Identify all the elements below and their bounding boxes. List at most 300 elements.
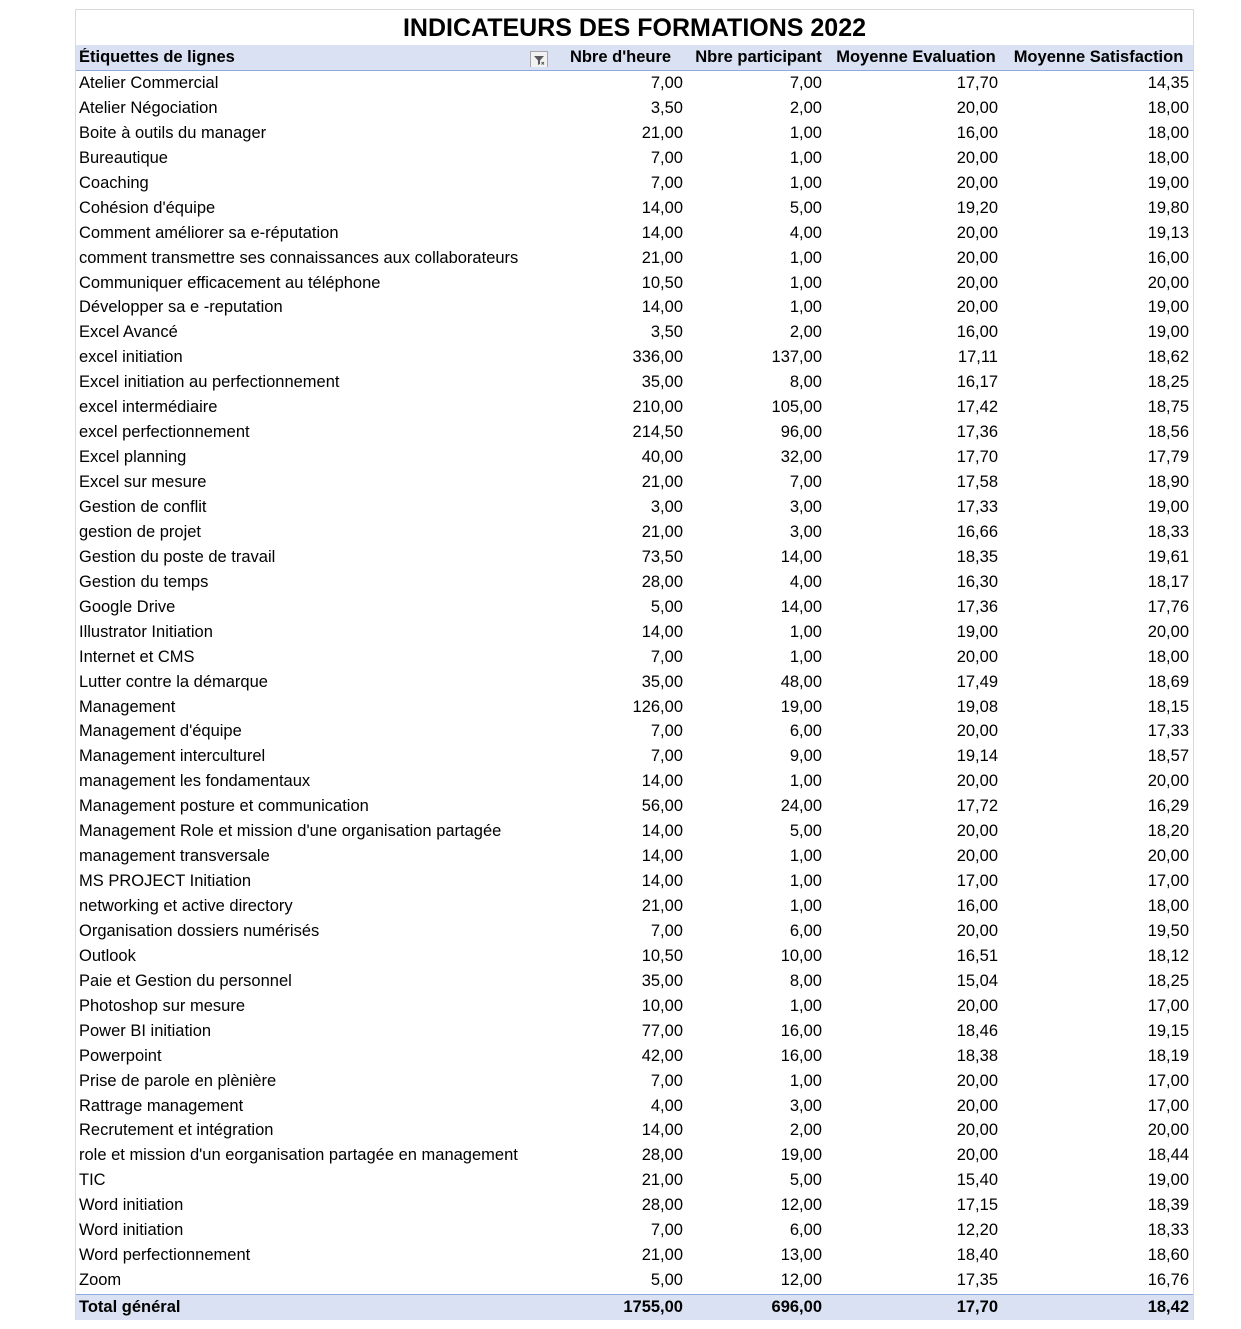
row-avg-satisfaction[interactable]: 18,00 [1147,647,1189,666]
row-label[interactable]: Paie et Gestion du personnel [79,971,292,990]
row-hours[interactable]: 21,00 [641,897,683,916]
row-avg-evaluation[interactable]: 17,70 [956,448,998,467]
header-avg-evaluation[interactable]: Moyenne Evaluation [836,48,996,66]
table-row[interactable] [76,1243,1193,1268]
row-participants[interactable]: 105,00 [771,398,822,417]
row-avg-evaluation[interactable]: 17,00 [956,872,998,891]
table-row[interactable] [76,994,1193,1019]
row-participants[interactable]: 96,00 [780,423,822,442]
table-row[interactable] [76,969,1193,994]
row-participants[interactable]: 14,00 [780,547,822,566]
row-hours[interactable]: 14,00 [641,822,683,841]
row-avg-evaluation[interactable]: 16,66 [956,522,998,541]
row-label[interactable]: management transversale [79,847,270,866]
table-row[interactable] [76,1019,1193,1044]
row-avg-evaluation[interactable]: 20,00 [956,647,998,666]
row-label[interactable]: excel initiation [79,348,183,367]
table-row[interactable] [76,869,1193,894]
row-hours[interactable]: 14,00 [641,847,683,866]
row-avg-evaluation[interactable]: 20,00 [956,996,998,1015]
row-avg-evaluation[interactable]: 20,00 [956,772,998,791]
row-avg-satisfaction[interactable]: 20,00 [1147,772,1189,791]
row-hours[interactable]: 40,00 [641,448,683,467]
row-hours[interactable]: 35,00 [641,373,683,392]
row-participants[interactable]: 1,00 [789,622,822,641]
row-avg-satisfaction[interactable]: 16,00 [1147,248,1189,267]
header-hours[interactable]: Nbre d'heure [569,48,672,66]
table-row[interactable] [76,420,1193,445]
table-row[interactable] [76,894,1193,919]
table-row[interactable] [76,246,1193,271]
row-participants[interactable]: 9,00 [789,747,822,766]
filter-icon[interactable] [530,51,548,67]
row-avg-evaluation[interactable]: 16,17 [956,373,998,392]
row-label[interactable]: Excel sur mesure [79,473,207,492]
row-participants[interactable]: 19,00 [780,1146,822,1165]
row-avg-evaluation[interactable]: 20,00 [956,223,998,242]
row-participants[interactable]: 1,00 [789,273,822,292]
row-participants[interactable]: 1,00 [789,847,822,866]
row-avg-evaluation[interactable]: 16,00 [956,123,998,142]
row-hours[interactable]: 35,00 [641,971,683,990]
row-hours[interactable]: 73,50 [641,547,683,566]
table-row[interactable] [76,370,1193,395]
row-label[interactable]: Excel planning [79,448,187,467]
row-avg-evaluation[interactable]: 20,00 [956,1071,998,1090]
row-label[interactable]: Google Drive [79,597,176,616]
table-row[interactable] [76,121,1193,146]
row-participants[interactable]: 1,00 [789,996,822,1015]
row-label[interactable]: comment transmettre ses connaissances aux collaborateurs [79,248,519,267]
table-row[interactable] [76,1193,1193,1218]
row-avg-evaluation[interactable]: 17,11 [957,348,998,367]
row-avg-evaluation[interactable]: 20,00 [956,173,998,192]
row-avg-satisfaction[interactable]: 18,57 [1147,747,1189,766]
row-hours[interactable]: 14,00 [641,298,683,317]
row-label[interactable]: Management interculturel [79,747,266,766]
row-avg-satisfaction[interactable]: 18,25 [1147,373,1189,392]
table-row[interactable] [76,295,1193,320]
row-avg-evaluation[interactable]: 18,35 [956,547,998,566]
row-label[interactable]: Comment améliorer sa e-réputation [79,223,339,242]
row-label[interactable]: Organisation dossiers numérisés [79,921,320,940]
row-avg-evaluation[interactable]: 19,08 [956,697,998,716]
row-participants[interactable]: 12,00 [780,1196,822,1215]
row-avg-satisfaction[interactable]: 19,00 [1147,173,1189,192]
table-row[interactable] [76,1094,1193,1119]
row-hours[interactable]: 21,00 [641,1246,683,1265]
row-hours[interactable]: 7,00 [650,1071,683,1090]
row-participants[interactable]: 16,00 [780,1021,822,1040]
row-participants[interactable]: 32,00 [780,448,822,467]
row-avg-evaluation[interactable]: 15,04 [956,971,998,990]
row-label[interactable]: excel perfectionnement [79,423,250,442]
row-avg-evaluation[interactable]: 20,00 [956,722,998,741]
row-label[interactable]: Atelier Commercial [79,74,219,92]
row-participants[interactable]: 6,00 [789,722,822,741]
table-row[interactable] [76,1268,1193,1293]
row-avg-evaluation[interactable]: 17,58 [956,473,998,492]
row-participants[interactable]: 48,00 [780,672,822,691]
row-hours[interactable]: 336,00 [632,348,683,367]
row-avg-satisfaction[interactable]: 18,69 [1147,672,1189,691]
table-row[interactable] [76,570,1193,595]
row-label[interactable]: Photoshop sur mesure [79,996,246,1015]
row-label[interactable]: management les fondamentaux [79,772,311,791]
table-row[interactable] [76,271,1193,296]
row-hours[interactable]: 21,00 [641,473,683,492]
row-participants[interactable]: 4,00 [789,223,822,242]
row-avg-evaluation[interactable]: 20,00 [956,1096,998,1115]
row-avg-satisfaction[interactable]: 18,44 [1147,1146,1189,1165]
table-row[interactable] [76,595,1193,620]
row-hours[interactable]: 21,00 [641,522,683,541]
row-avg-satisfaction[interactable]: 18,39 [1147,1196,1189,1215]
row-avg-evaluation[interactable]: 18,38 [956,1046,998,1065]
row-avg-satisfaction[interactable]: 19,13 [1147,223,1189,242]
row-hours[interactable]: 7,00 [650,148,683,167]
row-label[interactable]: Power BI initiation [79,1021,212,1040]
row-avg-evaluation[interactable]: 20,00 [956,921,998,940]
row-participants[interactable]: 10,00 [780,946,822,965]
row-hours[interactable]: 214,50 [632,423,683,442]
row-label[interactable]: Recrutement et intégration [79,1121,274,1140]
row-hours[interactable]: 5,00 [650,1271,683,1290]
row-avg-evaluation[interactable]: 19,00 [956,622,998,641]
row-label[interactable]: excel intermédiaire [79,398,218,417]
row-hours[interactable]: 14,00 [641,872,683,891]
row-label[interactable]: Bureautique [79,148,168,167]
row-participants[interactable]: 5,00 [789,1171,822,1190]
row-avg-evaluation[interactable]: 20,00 [956,1146,998,1165]
table-row[interactable] [76,196,1193,221]
table-row[interactable] [76,1143,1193,1168]
row-avg-satisfaction[interactable]: 19,61 [1147,547,1189,566]
table-row[interactable] [76,670,1193,695]
row-participants[interactable]: 137,00 [771,348,822,367]
row-participants[interactable]: 8,00 [789,971,822,990]
row-avg-satisfaction[interactable]: 20,00 [1147,273,1189,292]
table-row[interactable] [76,320,1193,345]
table-row[interactable] [76,645,1193,670]
row-hours[interactable]: 7,00 [650,173,683,192]
row-hours[interactable]: 7,00 [650,722,683,741]
row-avg-evaluation[interactable]: 17,15 [956,1196,998,1215]
row-avg-satisfaction[interactable]: 17,00 [1147,1096,1189,1115]
row-avg-evaluation[interactable]: 19,20 [956,198,998,217]
table-row[interactable] [76,495,1193,520]
row-participants[interactable]: 1,00 [789,872,822,891]
row-label[interactable]: Boite à outils du manager [79,123,267,142]
row-hours[interactable]: 3,50 [650,98,683,117]
row-avg-evaluation[interactable]: 18,46 [956,1021,998,1040]
row-avg-satisfaction[interactable]: 18,33 [1147,522,1189,541]
table-row[interactable] [76,1168,1193,1193]
row-hours[interactable]: 56,00 [641,797,683,816]
table-row[interactable] [76,769,1193,794]
row-label[interactable]: Word initiation [79,1196,184,1215]
table-row[interactable] [76,695,1193,720]
row-hours[interactable]: 7,00 [650,1221,683,1240]
row-avg-evaluation[interactable]: 20,00 [956,98,998,117]
table-row[interactable] [76,470,1193,495]
row-label[interactable]: Management [79,697,176,716]
row-label[interactable]: Prise de parole en plènière [79,1071,277,1090]
row-hours[interactable]: 21,00 [641,248,683,267]
row-label[interactable]: Internet et CMS [79,647,195,666]
row-avg-satisfaction[interactable]: 20,00 [1147,1121,1189,1140]
row-hours[interactable]: 21,00 [641,1171,683,1190]
row-label[interactable]: Zoom [79,1271,122,1290]
row-hours[interactable]: 14,00 [641,223,683,242]
row-label[interactable]: Word initiation [79,1221,184,1240]
row-hours[interactable]: 28,00 [641,572,683,591]
row-label[interactable]: Illustrator Initiation [79,622,213,641]
row-avg-satisfaction[interactable]: 18,62 [1147,348,1189,367]
row-hours[interactable]: 21,00 [641,123,683,142]
table-row[interactable] [76,146,1193,171]
row-participants[interactable]: 2,00 [789,1121,822,1140]
row-label[interactable]: Word perfectionnement [79,1246,251,1265]
row-hours[interactable]: 14,00 [641,772,683,791]
row-avg-satisfaction[interactable]: 17,76 [1147,597,1189,616]
row-participants[interactable]: 1,00 [789,1071,822,1090]
row-hours[interactable]: 7,00 [650,74,683,92]
table-row[interactable] [76,1069,1193,1094]
row-label[interactable]: TIC [79,1171,106,1190]
table-row[interactable] [76,1118,1193,1143]
row-avg-evaluation[interactable]: 19,14 [956,747,998,766]
row-label[interactable]: Gestion de conflit [79,497,207,516]
row-avg-satisfaction[interactable]: 17,33 [1147,722,1189,741]
table-row[interactable] [76,520,1193,545]
row-avg-satisfaction[interactable]: 19,00 [1147,497,1189,516]
row-avg-satisfaction[interactable]: 14,35 [1147,74,1189,92]
row-avg-evaluation[interactable]: 17,72 [956,797,998,816]
header-row-labels[interactable] [76,48,552,67]
row-hours[interactable]: 14,00 [641,622,683,641]
row-avg-satisfaction[interactable]: 18,17 [1147,572,1189,591]
row-participants[interactable]: 1,00 [789,173,822,192]
row-label[interactable]: Gestion du temps [79,572,209,591]
table-row[interactable] [76,944,1193,969]
row-label[interactable]: Management d'équipe [79,722,242,741]
row-label[interactable]: Powerpoint [79,1046,162,1065]
row-hours[interactable]: 7,00 [650,747,683,766]
row-label[interactable]: gestion de projet [79,522,202,541]
row-avg-satisfaction[interactable]: 18,12 [1147,946,1189,965]
table-row[interactable] [76,96,1193,121]
row-avg-satisfaction[interactable]: 19,50 [1147,921,1189,940]
header-avg-satisfaction[interactable]: Moyenne Satisfaction [1013,48,1184,66]
row-avg-evaluation[interactable]: 12,20 [956,1221,998,1240]
row-avg-satisfaction[interactable]: 19,00 [1147,298,1189,317]
row-hours[interactable]: 126,00 [632,697,683,716]
row-avg-satisfaction[interactable]: 19,00 [1147,323,1189,342]
table-row[interactable] [76,221,1193,246]
row-avg-satisfaction[interactable]: 18,75 [1147,398,1189,417]
row-avg-satisfaction[interactable]: 16,76 [1147,1271,1189,1290]
row-participants[interactable]: 2,00 [789,98,822,117]
table-row[interactable] [76,545,1193,570]
row-avg-evaluation[interactable]: 16,00 [956,897,998,916]
row-avg-satisfaction[interactable]: 19,15 [1147,1021,1189,1040]
row-participants[interactable]: 19,00 [780,697,822,716]
row-avg-satisfaction[interactable]: 18,33 [1147,1221,1189,1240]
row-avg-evaluation[interactable]: 17,36 [956,597,998,616]
row-avg-evaluation[interactable]: 18,40 [956,1246,998,1265]
row-hours[interactable]: 35,00 [641,672,683,691]
row-avg-evaluation[interactable]: 17,36 [956,423,998,442]
row-avg-evaluation[interactable]: 20,00 [956,248,998,267]
row-avg-satisfaction[interactable]: 18,00 [1147,148,1189,167]
row-avg-satisfaction[interactable]: 18,19 [1147,1046,1189,1065]
table-row[interactable] [76,620,1193,645]
row-avg-evaluation[interactable]: 17,33 [956,497,998,516]
row-avg-evaluation[interactable]: 15,40 [956,1171,998,1190]
row-hours[interactable]: 7,00 [650,647,683,666]
table-row[interactable] [76,395,1193,420]
row-label[interactable]: Lutter contre la démarque [79,672,268,691]
row-hours[interactable]: 42,00 [641,1046,683,1065]
row-participants[interactable]: 3,00 [789,1096,822,1115]
row-avg-satisfaction[interactable]: 20,00 [1147,847,1189,866]
row-avg-satisfaction[interactable]: 16,29 [1147,797,1189,816]
row-participants[interactable]: 5,00 [789,822,822,841]
row-hours[interactable]: 28,00 [641,1146,683,1165]
row-hours[interactable]: 3,50 [650,323,683,342]
row-avg-satisfaction[interactable]: 18,90 [1147,473,1189,492]
row-avg-evaluation[interactable]: 20,00 [956,148,998,167]
row-avg-evaluation[interactable]: 16,51 [956,946,998,965]
row-hours[interactable]: 3,00 [650,497,683,516]
row-participants[interactable]: 6,00 [789,1221,822,1240]
row-participants[interactable]: 1,00 [789,248,822,267]
row-label[interactable]: role et mission d'un eorganisation partagée en management [79,1146,518,1165]
row-participants[interactable]: 1,00 [789,298,822,317]
row-participants[interactable]: 12,00 [780,1271,822,1290]
row-participants[interactable]: 3,00 [789,497,822,516]
row-avg-satisfaction[interactable]: 17,00 [1147,872,1189,891]
table-row[interactable] [76,744,1193,769]
table-row[interactable] [76,445,1193,470]
row-label[interactable]: Coaching [79,173,149,192]
table-row[interactable] [76,1218,1193,1243]
row-avg-satisfaction[interactable]: 18,00 [1147,897,1189,916]
table-row[interactable] [76,819,1193,844]
row-participants[interactable]: 1,00 [789,148,822,167]
row-participants[interactable]: 7,00 [789,473,822,492]
row-participants[interactable]: 13,00 [780,1246,822,1265]
row-participants[interactable]: 3,00 [789,522,822,541]
table-row[interactable] [76,919,1193,944]
row-avg-satisfaction[interactable]: 18,00 [1147,98,1189,117]
row-participants[interactable]: 14,00 [780,597,822,616]
row-participants[interactable]: 24,00 [780,797,822,816]
row-label[interactable]: Rattrage management [79,1096,244,1115]
row-participants[interactable]: 1,00 [789,772,822,791]
row-hours[interactable]: 10,50 [641,946,683,965]
row-avg-evaluation[interactable]: 20,00 [956,273,998,292]
row-participants[interactable]: 16,00 [780,1046,822,1065]
table-row[interactable] [76,171,1193,196]
row-label[interactable]: Atelier Négociation [79,98,218,117]
row-hours[interactable]: 5,00 [650,597,683,616]
table-row[interactable] [76,844,1193,869]
row-avg-satisfaction[interactable]: 18,20 [1147,822,1189,841]
row-label[interactable]: Management Role et mission d'une organisation partagée [79,822,502,841]
row-participants[interactable]: 5,00 [789,198,822,217]
row-avg-satisfaction[interactable]: 19,00 [1147,1171,1189,1190]
row-hours[interactable]: 4,00 [650,1096,683,1115]
row-avg-evaluation[interactable]: 20,00 [956,822,998,841]
table-row[interactable] [76,345,1193,370]
row-label[interactable]: Communiquer efficacement au téléphone [79,273,381,292]
row-avg-evaluation[interactable]: 20,00 [956,1121,998,1140]
row-avg-satisfaction[interactable]: 20,00 [1147,622,1189,641]
row-avg-evaluation[interactable]: 16,00 [956,323,998,342]
row-participants[interactable]: 8,00 [789,373,822,392]
table-row[interactable] [76,71,1193,96]
row-label[interactable]: Excel Avancé [79,323,178,342]
row-hours[interactable]: 210,00 [632,398,683,417]
row-participants[interactable]: 2,00 [789,323,822,342]
row-label[interactable]: Outlook [79,946,136,965]
row-participants[interactable]: 6,00 [789,921,822,940]
row-label[interactable]: Excel initiation au perfectionnement [79,373,340,392]
row-avg-evaluation[interactable]: 17,70 [956,74,998,92]
row-hours[interactable]: 7,00 [650,921,683,940]
row-participants[interactable]: 4,00 [789,572,822,591]
row-participants[interactable]: 1,00 [789,897,822,916]
row-label[interactable]: networking et active directory [79,897,293,916]
row-avg-satisfaction[interactable]: 19,80 [1147,198,1189,217]
row-avg-satisfaction[interactable]: 17,79 [1147,448,1189,467]
row-label[interactable]: Management posture et communication [79,797,369,816]
table-row[interactable] [76,794,1193,819]
row-avg-evaluation[interactable]: 17,49 [956,672,998,691]
row-avg-satisfaction[interactable]: 17,00 [1147,1071,1189,1090]
row-avg-evaluation[interactable]: 17,35 [956,1271,998,1290]
table-row[interactable] [76,719,1193,744]
row-avg-satisfaction[interactable]: 18,25 [1147,971,1189,990]
row-hours[interactable]: 14,00 [641,198,683,217]
row-participants[interactable]: 1,00 [789,123,822,142]
row-participants[interactable]: 1,00 [789,647,822,666]
row-hours[interactable]: 28,00 [641,1196,683,1215]
row-avg-satisfaction[interactable]: 17,00 [1147,996,1189,1015]
row-label[interactable]: MS PROJECT Initiation [79,872,252,891]
row-hours[interactable]: 10,50 [641,273,683,292]
row-label[interactable]: Gestion du poste de travail [79,547,276,566]
row-hours[interactable]: 10,00 [641,996,683,1015]
header-participants[interactable]: Nbre participant [695,48,822,66]
row-label[interactable]: Développer sa e -reputation [79,298,283,317]
row-hours[interactable]: 77,00 [641,1021,683,1040]
row-avg-satisfaction[interactable]: 18,60 [1147,1246,1189,1265]
row-avg-evaluation[interactable]: 16,30 [956,572,998,591]
row-avg-satisfaction[interactable]: 18,00 [1147,123,1189,142]
table-row[interactable] [76,1044,1193,1069]
row-label[interactable]: Cohésion d'équipe [79,198,216,217]
row-avg-evaluation[interactable]: 20,00 [956,298,998,317]
row-participants[interactable]: 7,00 [789,74,822,92]
row-avg-satisfaction[interactable]: 18,15 [1147,697,1189,716]
row-hours[interactable]: 14,00 [641,1121,683,1140]
row-avg-satisfaction[interactable]: 18,56 [1147,423,1189,442]
row-avg-evaluation[interactable]: 20,00 [956,847,998,866]
row-avg-evaluation[interactable]: 17,42 [956,398,998,417]
